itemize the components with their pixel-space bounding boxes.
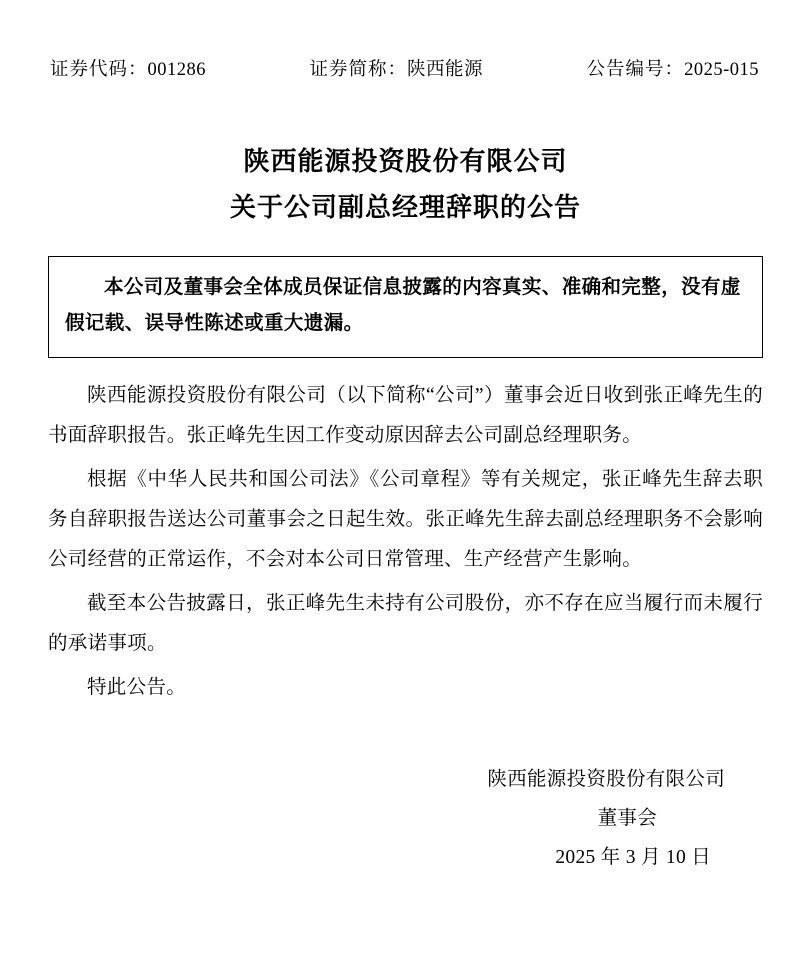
security-code-value: 001286 (147, 60, 207, 80)
body-paragraph: 截至本公告披露日，张正峰先生未持有公司股份，亦不存在应当履行而未履行的承诺事项。 (48, 592, 763, 654)
document-body (48, 376, 763, 708)
disclaimer-box (48, 256, 763, 358)
disclaimer-text: 本公司及董事会全体成员保证信息披露的内容真实、准确和完整，没有虚假记载、误导性陈述或重大遗漏。 (65, 277, 741, 335)
security-code (50, 55, 206, 81)
security-abbr-label: 证券简称： (309, 60, 408, 80)
title-line-subject: 关于公司副总经理辞职的公告 (229, 192, 581, 222)
security-code-label: 证券代码： (50, 60, 148, 80)
body-paragraph: 根据《中华人民共和国公司法》《公司章程》等有关规定，张正峰先生辞去职务自辞职报告送达公司董事会之日起生效。张正峰先生辞去副总经理职务不会影响公司经营的正常运作，不会对本公司日常管理、生产经营产生影响。 (48, 469, 763, 570)
document-header (48, 55, 763, 81)
announcement-no-label: 公告编号： (586, 60, 685, 80)
title-line-company: 陕西能源投资股份有限公司 (243, 147, 568, 176)
announcement-number (587, 55, 759, 81)
signature-date: 2025 年 3 月 10 日 (555, 846, 711, 868)
signature-block (48, 760, 763, 877)
page-title (48, 139, 763, 230)
signature-board: 董事会 (597, 807, 657, 829)
body-paragraph: 陕西能源投资股份有限公司（以下简称“公司”）董事会近日收到张正峰先生的书面辞职报告。张正峰先生因工作变动原因辞去公司副总经理职务。 (48, 385, 763, 447)
body-paragraph: 特此公告。 (87, 676, 187, 698)
security-abbr-value: 陕西能源 (407, 60, 484, 80)
signature-company: 陕西能源投资股份有限公司 (487, 768, 725, 790)
announcement-no-value: 2025-015 (684, 60, 759, 80)
security-abbreviation (310, 55, 484, 81)
